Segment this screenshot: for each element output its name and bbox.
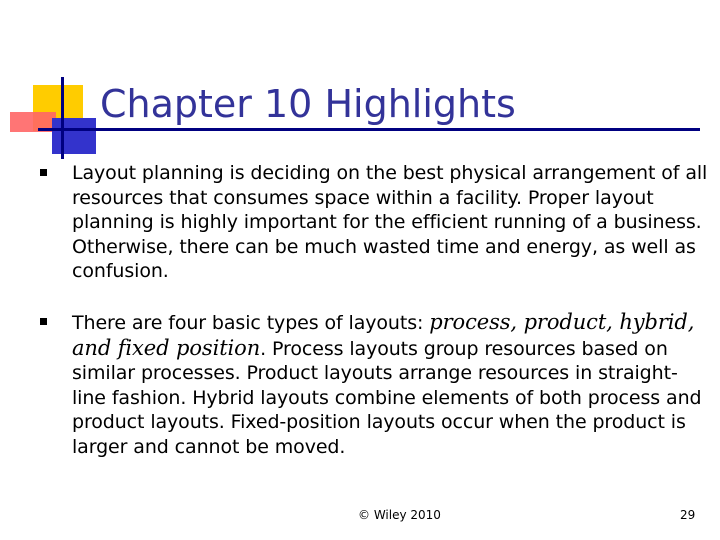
square-bullet-icon xyxy=(40,169,47,176)
slide-title: Chapter 10 Highlights xyxy=(100,82,516,126)
title-underline-rule xyxy=(38,128,700,131)
footer-copyright: © Wiley 2010 xyxy=(358,508,441,522)
logo-vertical-rule xyxy=(61,77,64,159)
bullet-lead-text: There are four basic types of layouts: xyxy=(72,312,430,334)
square-bullet-icon xyxy=(40,318,47,325)
logo-blue-block xyxy=(52,118,96,154)
page-number: 29 xyxy=(680,508,696,522)
bullet-text: Layout planning is deciding on the best physical arrangement of all resources that consumes space within a facility. Proper layout planning is highly important for the efficient running of a business. Otherwise, there can be much wasted time and energy, as well as confusion. xyxy=(72,162,708,282)
bullet-rest-text: . Process layouts group resources based on similar processes. Product layouts arrange resources in straight-line fashion. Hybrid layouts combine elements of both process and product layouts. Fixed-position layouts occur when the product is larger and cannot be moved. xyxy=(72,337,702,458)
layout-types-emphasis: process, product, hybrid, and fixed position xyxy=(72,310,695,360)
bullet-text xyxy=(72,310,708,459)
